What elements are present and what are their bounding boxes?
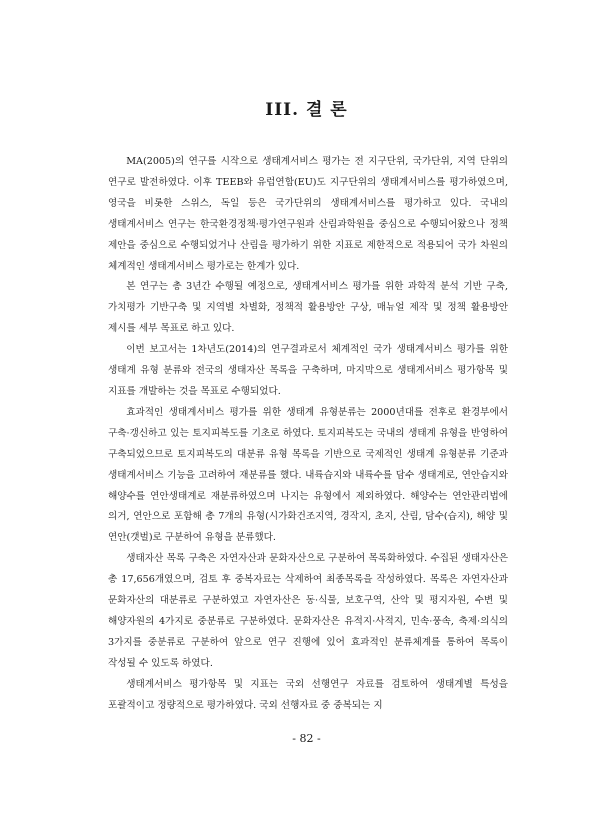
paragraph: 이번 보고서는 1차년도(2014)의 연구결과로서 체계적인 국가 생태계서비스 평가를 위한 생태계 유형 분류와 전국의 생태자산 목록을 구축하며, 마지막으로 생태계서비스 평가항목 및 지표를 개발하는 것을 목표로 수행되었다. <box>108 344 508 397</box>
paragraph: 효과적인 생태계서비스 평가를 위한 생태계 유형분류는 2000년대를 전후로 환경부에서 구축·갱신하고 있는 토지피복도를 기초로 하였다. 토지피복도는 국내의 생태계 유형을 반영하여 구축되었으므로 토지피복도의 대분류 유형 목록을 기반으로 국제적인 생태계 유형분류 기준과 생태계서비스 기능을 고려하여 재분류를 했다. 내륙습지와 내륙수를 담수 생태계로, 연안습지와 해양수를 연안생태계로 재분류하였으며 나지는 유형에서 제외하였다. 해양수는 연안관리법에 의거, 연안으로 포함해 총 7개의 유형(시가화건조지역, 경작지, 초지, 산림, 담수(습지), 해양 및 연안(갯벌)로 구분하여 유형을 분류했다. <box>108 406 508 544</box>
page-number: - 82 - <box>292 732 321 745</box>
paragraph: MA(2005)의 연구를 시작으로 생태계서비스 평가는 전 지구단위, 국가단위, 지역 단위의 연구로 발전하였다. 이후 TEEB와 유럽연합(EU)도 지구단위의 생태계서비스를 평가하였으며, 영국을 비롯한 스위스, 독일 등은 국가단위의 생태계서비스를 평가하고 있다. 국내의 생태계서비스 연구는 한국환경정책·평가연구원과 산림과학원을 중심으로 수행되어왔으나 정책 제안을 중심으로 수행되었거나 산림을 평가하기 위한 지표로 제한적으로 적용되어 국가 차원의 체계적인 생태계서비스 평가로는 한계가 있다. <box>108 156 508 272</box>
page-title: III. 결 론 <box>265 100 348 120</box>
body-text <box>108 152 508 716</box>
paragraph: 본 연구는 총 3년간 수행될 예정으로, 생태계서비스 평가를 위한 과학적 분석 기반 구축, 가치평가 기반구축 및 지역별 차별화, 정책적 활용방안 구상, 매뉴얼 제작 및 정책 활용방안 제시를 세부 목표로 하고 있다. <box>108 281 508 335</box>
paragraph: 생태계서비스 평가항목 및 지표는 국외 선행연구 자료를 검토하여 생태계별 특성을 포괄적이고 정량적으로 평가하였다. 국외 선행자료 중 중복되는 지 <box>108 678 508 711</box>
paragraph: 생태자산 목록 구축은 자연자산과 문화자산으로 구분하여 목록화하였다. 수집된 생태자산은 총 17,656개였으며, 검토 후 중복자료는 삭제하여 최종목록을 작성하였다. 목록은 자연자산과 문화자산의 대분류로 구분하였고 자연자산은 동·식물, 보호구역, 산악 및 평지자원, 수변 및 해양자원의 4가지로 중분류로 구분하였다. 문화자산은 유적지·사적지, 민속·풍속, 축제·의식의 3가지를 중분류로 구분하여 앞으로 연구 진행에 있어 효과적인 분류체계를 통하여 목록이 작성될 수 있도록 하였다. <box>108 553 508 669</box>
